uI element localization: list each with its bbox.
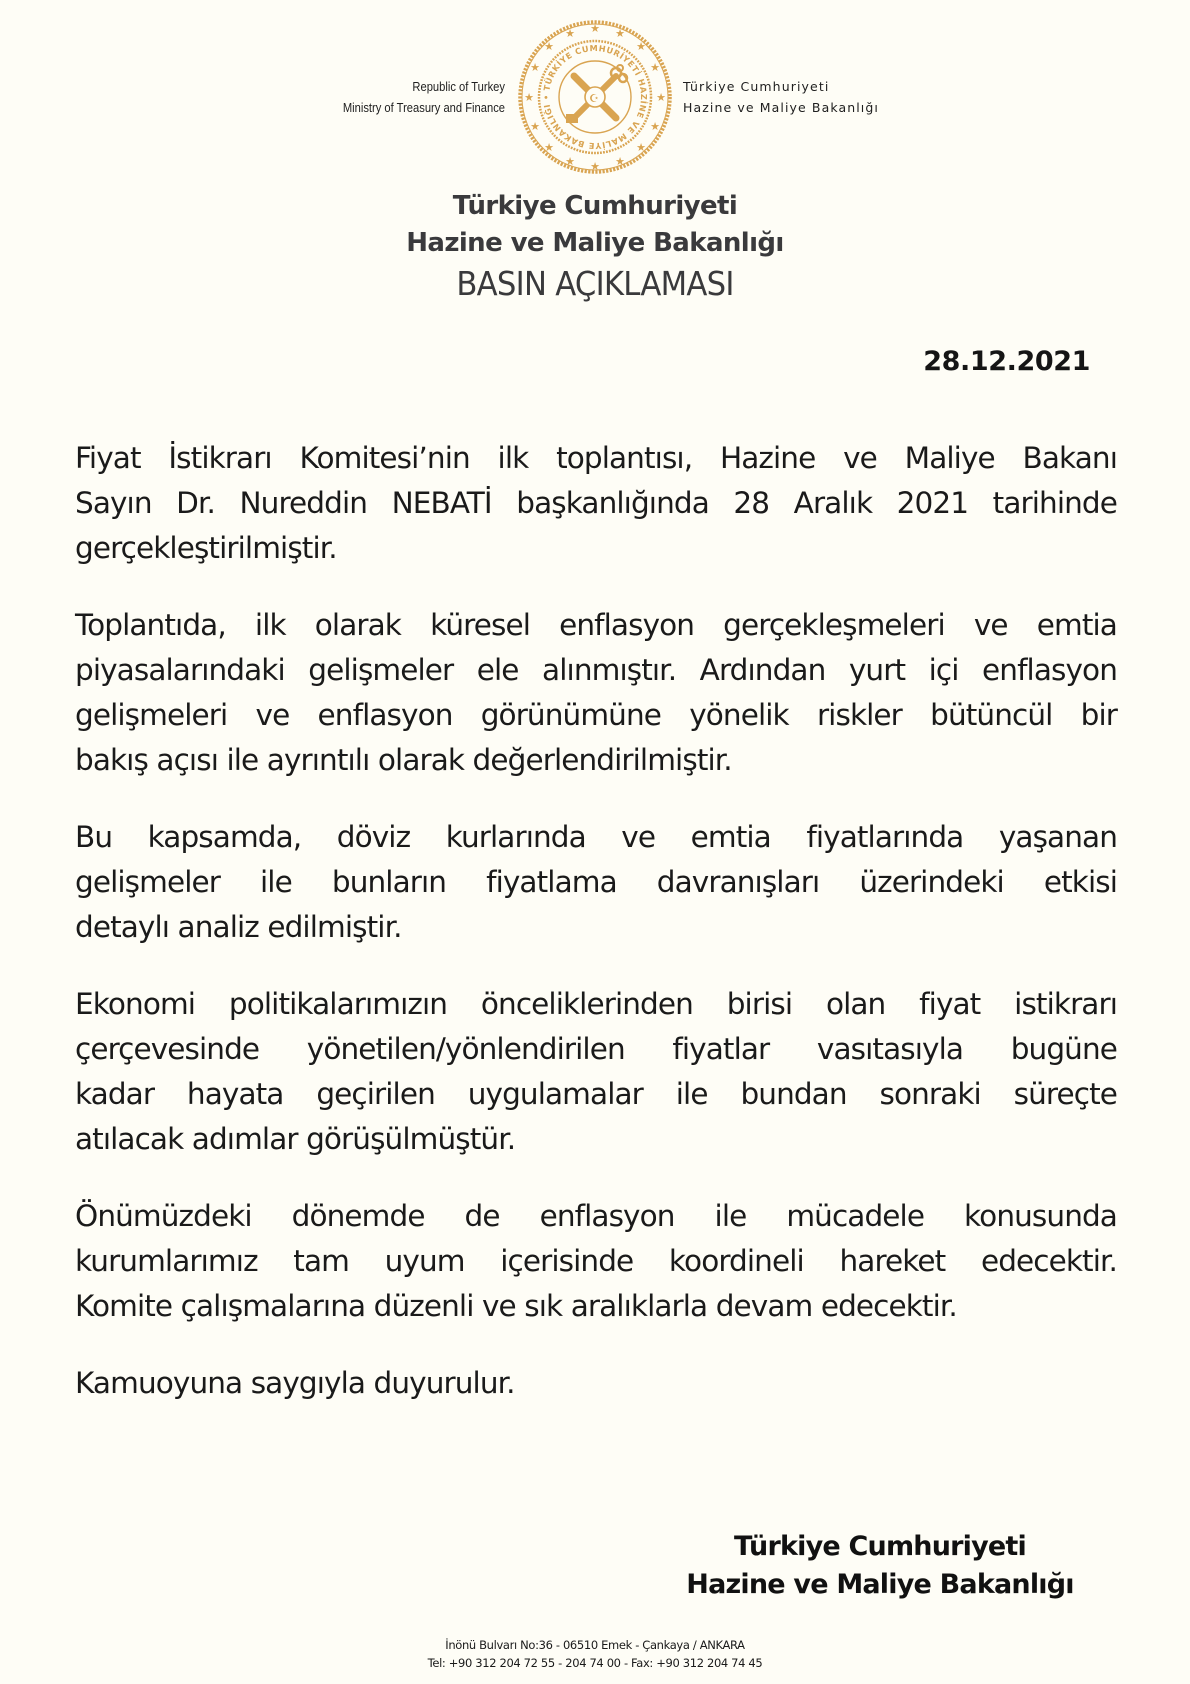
body-line: Fiyat İstikrarı Komitesi’nin ilk toplantısı, Hazine ve Maliye Bakanı — [75, 441, 1117, 475]
document-type-heading: BASIN AÇIKLAMASI — [456, 264, 734, 303]
body-line: gerçekleştirilmiştir. — [75, 531, 337, 565]
letterhead-turkish-line-2: Hazine ve Maliye Bakanlığı — [683, 100, 879, 115]
body-line: bakış açısı ile ayrıntılı olarak değerlendirilmiştir. — [75, 743, 732, 777]
closing-line — [75, 1361, 1117, 1406]
svg-text:☪: ☪ — [589, 92, 599, 105]
svg-text:★: ★ — [544, 40, 554, 53]
body-line: gelişmeler ile bunların fiyatlama davranışları üzerindeki etkisi — [75, 865, 1117, 899]
issuer-title-line-2: Hazine ve Maliye Bakanlığı — [406, 228, 784, 258]
body-line: kadar hayata geçirilen uygulamalar ile bundan sonraki süreçte — [75, 1077, 1117, 1111]
paragraph-1 — [75, 436, 1117, 571]
body-line: gelişmeleri ve enflasyon görünümüne yönelik riskler bütüncül bir — [75, 698, 1117, 732]
svg-text:★: ★ — [530, 120, 540, 133]
issuer-title — [0, 188, 1190, 262]
footer-address: İnönü Bulvarı No:36 - 06510 Emek - Çankaya / ANKARA — [445, 1638, 745, 1652]
paragraph-3 — [75, 815, 1117, 950]
body-line: Kamuoyuna saygıyla duyurulur. — [75, 1366, 515, 1400]
signature-line-1: Türkiye Cumhuriyeti — [734, 1531, 1026, 1562]
paragraph-4 — [75, 982, 1117, 1162]
body-line: kurumlarımız tam uyum içerisinde koordineli hareket edecektir. — [75, 1244, 1117, 1278]
svg-text:★: ★ — [590, 160, 600, 173]
svg-text:★: ★ — [544, 141, 554, 154]
body-line: Bu kapsamda, döviz kurlarında ve emtia fiyatlarında yaşanan — [75, 820, 1117, 854]
letterhead-english — [286, 76, 505, 118]
svg-text:★: ★ — [650, 61, 660, 74]
letterhead-english-line-2: Ministry of Treasury and Finance — [342, 100, 505, 115]
svg-text:★: ★ — [615, 27, 625, 40]
body-line: Sayın Dr. Nureddin NEBATİ başkanlığında 28 Aralık 2021 tarihinde — [75, 486, 1117, 520]
letterhead-english-line-1: Republic of Turkey — [412, 79, 505, 94]
svg-text:★: ★ — [656, 91, 666, 104]
issuer-title-line-1: Türkiye Cumhuriyeti — [452, 191, 738, 221]
body-line: Komite çalışmalarına düzenli ve sık aralıklarla devam edecektir. — [75, 1289, 957, 1323]
paragraph-5 — [75, 1194, 1117, 1329]
svg-text:TÜRKİYE CUMHURİYETİ HAZİNE VE: TÜRKİYE CUMHURİYETİ HAZİNE VE MALİYE BAKANLIĞI • — [540, 42, 650, 152]
svg-text:★: ★ — [565, 27, 575, 40]
svg-text:★: ★ — [590, 22, 600, 35]
svg-text:★: ★ — [636, 141, 646, 154]
signature-block — [640, 1528, 1120, 1604]
body-line: detaylı analiz edilmiştir. — [75, 910, 402, 944]
footer-contact — [0, 1636, 1190, 1672]
body-line: çerçevesinde yönetilen/yönlendirilen fiyatlar vasıtasıyla bugüne — [75, 1032, 1117, 1066]
press-release-body — [75, 436, 1117, 1438]
signature-line-2: Hazine ve Maliye Bakanlığı — [686, 1569, 1074, 1600]
svg-text:★: ★ — [524, 91, 534, 104]
footer-phone-fax: Tel: +90 312 204 72 55 - 204 74 00 - Fax: +90 312 204 74 45 — [427, 1656, 763, 1670]
body-line: Ekonomi politikalarımızın önceliklerinden birisi olan fiyat istikrarı — [75, 987, 1117, 1021]
letterhead-turkish-line-1: Türkiye Cumhuriyeti — [683, 79, 830, 94]
svg-text:★: ★ — [565, 155, 575, 168]
letterhead-turkish — [683, 76, 923, 118]
svg-text:★: ★ — [650, 120, 660, 133]
paragraph-2 — [75, 603, 1117, 783]
body-line: Önümüzdeki dönemde de enflasyon ile mücadele konusunda — [75, 1199, 1117, 1233]
release-date: 28.12.2021 — [923, 346, 1090, 377]
body-line: Toplantıda, ilk olarak küresel enflasyon gerçekleşmeleri ve emtia — [75, 608, 1117, 642]
svg-text:★: ★ — [615, 155, 625, 168]
body-line: atılacak adımlar görüşülmüştür. — [75, 1122, 516, 1156]
svg-text:★: ★ — [530, 61, 540, 74]
svg-text:★: ★ — [636, 40, 646, 53]
ministry-seal-icon — [516, 18, 674, 176]
body-line: piyasalarındaki gelişmeler ele alınmıştır. Ardından yurt içi enflasyon — [75, 653, 1117, 687]
